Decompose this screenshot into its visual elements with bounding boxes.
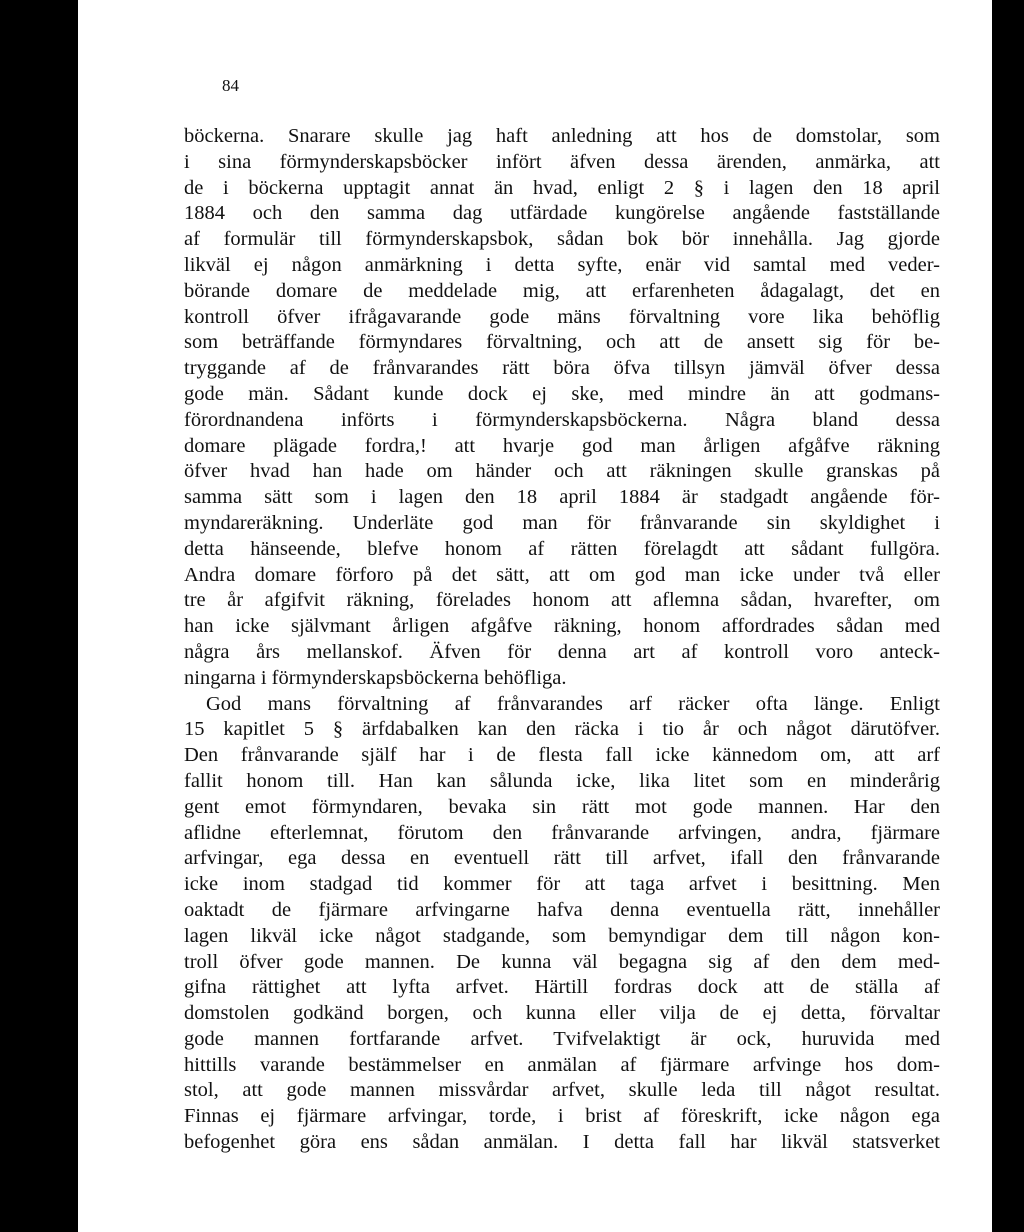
text-line: af formulär till förmynderskapsbok, sådan bok bör innehålla. Jag gjorde bbox=[184, 228, 940, 251]
text-line: aflidne efterlemnat, förutom den frånvarande arfvingen, andra, fjärmare bbox=[184, 821, 940, 844]
text-line: gode mannen fortfarande arfvet. Tvifvelaktigt är ock, huruvida med bbox=[184, 1027, 940, 1050]
text-line: oaktadt de fjärmare arfvingarne hafva denna eventuella rätt, innehåller bbox=[184, 898, 940, 921]
text-line: ningarna i förmynderskapsböckerna behöfliga. bbox=[184, 666, 567, 689]
body-text bbox=[184, 124, 940, 1156]
text-line: likväl ej någon anmärkning i detta syfte, enär vid samtal med veder- bbox=[184, 253, 940, 276]
document-page bbox=[78, 0, 992, 1232]
text-line: fallit honom till. Han kan sålunda icke, lika litet som en minderårig bbox=[184, 769, 940, 792]
text-line: Finnas ej fjärmare arfvingar, torde, i brist af föreskrift, icke någon ega bbox=[184, 1105, 940, 1128]
text-line: arfvingar, ega dessa en eventuell rätt till arfvet, ifall den frånvarande bbox=[184, 847, 940, 870]
text-line: kontroll öfver ifrågavarande gode mäns förvaltning vore lika behöflig bbox=[184, 305, 940, 328]
text-line: hittills varande bestämmelser en anmälan af fjärmare arfvinge hos dom- bbox=[184, 1053, 940, 1076]
page-number: 84 bbox=[222, 76, 239, 95]
text-line: stol, att gode mannen missvårdar arfvet, skulle leda till något resultat. bbox=[184, 1079, 940, 1102]
text-line: börande domare de meddelade mig, att erfarenheten ådagalagt, det en bbox=[184, 279, 940, 302]
text-line: icke inom stadgad tid kommer för att taga arfvet i besittning. Men bbox=[184, 873, 940, 896]
text-line: de i böckerna upptagit annat än hvad, enligt 2 § i lagen den 18 april bbox=[184, 176, 940, 199]
text-line: befogenhet göra ens sådan anmälan. I detta fall har likväl statsverket bbox=[184, 1131, 940, 1154]
text-line: lagen likväl icke något stadgande, som bemyndigar dem till någon kon- bbox=[184, 924, 940, 947]
text-line: troll öfver gode mannen. De kunna väl begagna sig af den dem med- bbox=[184, 950, 940, 973]
text-line: tre år afgifvit räkning, förelades honom att aflemna sådan, hvarefter, om bbox=[184, 589, 940, 612]
text-line: God mans förvaltning af frånvarandes arf räcker ofta länge. Enligt bbox=[206, 692, 940, 715]
text-line: gent emot förmyndaren, bevaka sin rätt mot gode mannen. Har den bbox=[184, 795, 940, 818]
text-line: myndareräkning. Underläte god man för frånvarande sin skyldighet i bbox=[184, 511, 940, 534]
text-line: domstolen godkänd borgen, och kunna eller vilja de ej detta, förvaltar bbox=[184, 1002, 940, 1025]
text-line: gifna rättighet att lyfta arfvet. Härtill fordras dock att de ställa af bbox=[184, 976, 940, 999]
text-line: tryggande af de frånvarandes rätt böra öfva tillsyn jämväl öfver dessa bbox=[184, 357, 940, 380]
text-line: några års mellanskof. Äfven för denna art af kontroll voro anteck- bbox=[184, 640, 940, 663]
text-line: detta hänseende, blefve honom af rätten förelagdt att sådant fullgöra. bbox=[184, 537, 940, 560]
text-line: Andra domare förforo på det sätt, att om god man icke under två eller bbox=[184, 563, 940, 586]
text-line: förordnandena införts i förmynderskapsböckerna. Några bland dessa bbox=[184, 408, 940, 431]
text-line: Den frånvarande själf har i de flesta fall icke kännedom om, att arf bbox=[184, 744, 940, 767]
text-line: 1884 och den samma dag utfärdade kungörelse angående fastställande bbox=[184, 202, 940, 225]
text-line: samma sätt som i lagen den 18 april 1884 är stadgadt angående för- bbox=[184, 486, 940, 509]
text-line: som beträffande förmyndares förvaltning, och att de ansett sig för be- bbox=[184, 331, 940, 354]
text-line: han icke självmant årligen afgåfve räkning, honom affordrades sådan med bbox=[184, 615, 940, 638]
text-line: böckerna. Snarare skulle jag haft anledning att hos de domstolar, som bbox=[184, 125, 940, 147]
text-line: 15 kapitlet 5 § ärfdabalken kan den räcka i tio år och något därutöfver. bbox=[184, 718, 940, 741]
text-line: gode män. Sådant kunde dock ej ske, med mindre än att godmans- bbox=[184, 382, 940, 405]
text-line: domare plägade fordra,! att hvarje god man årligen afgåfve räkning bbox=[184, 434, 940, 457]
text-line: öfver hvad han hade om händer och att räkningen skulle granskas på bbox=[184, 460, 940, 483]
text-line: i sina förmynderskapsböcker infört äfven dessa ärenden, anmärka, att bbox=[184, 150, 940, 173]
